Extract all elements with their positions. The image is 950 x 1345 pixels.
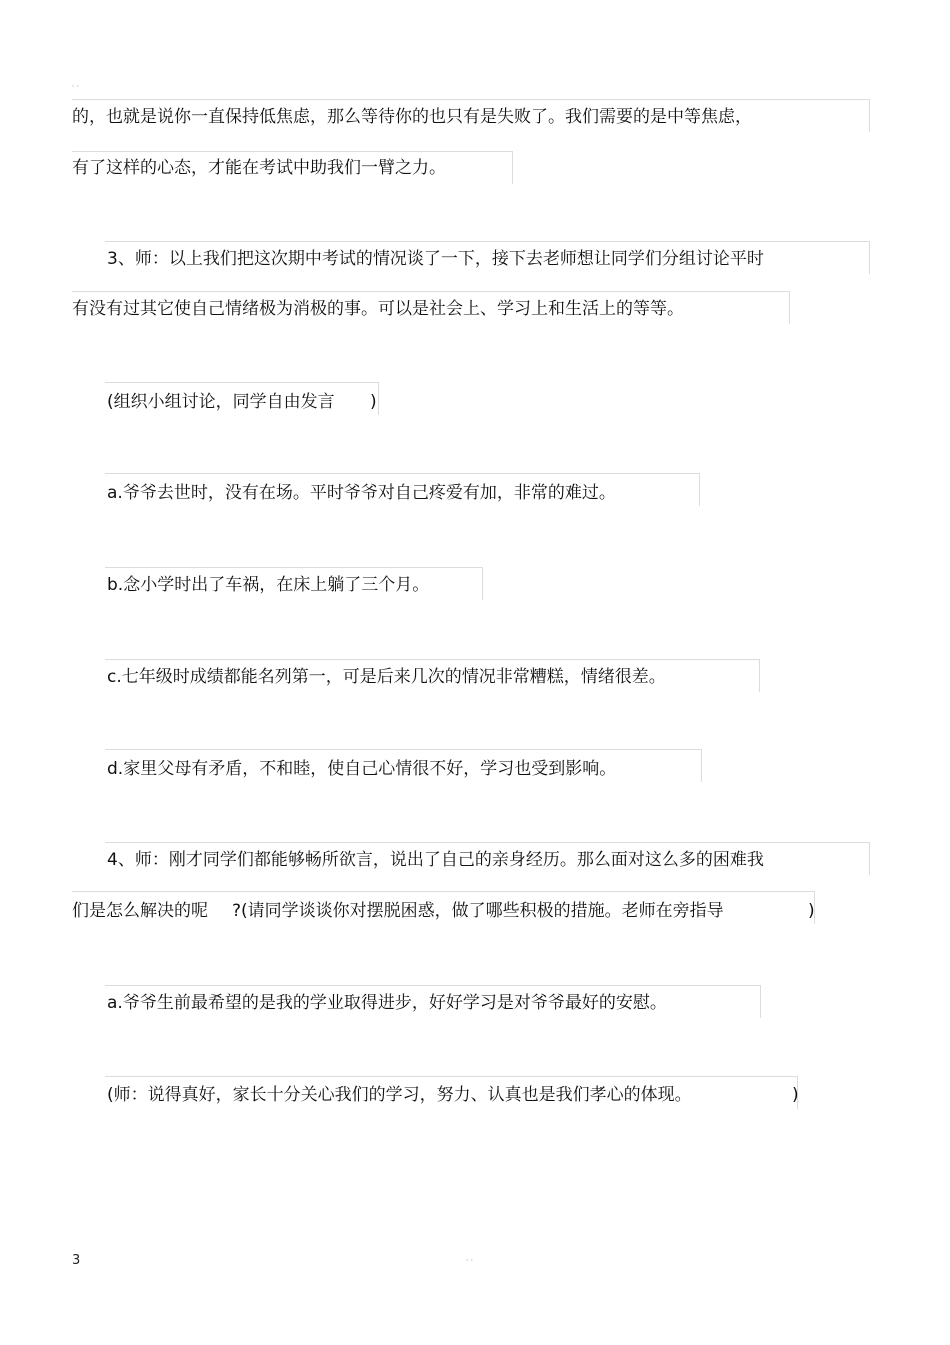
bottom-scan-mark: ' '	[466, 1258, 473, 1267]
closing-paren: )	[370, 392, 377, 412]
text-line: 的，也就是说你一直保持低焦虑，那么等待你的也只有是失败了。我们需要的是中等焦虑，	[72, 107, 752, 127]
text-line: 们是怎么解决的呢	[72, 901, 208, 921]
text-line: 3、师：以上我们把这次期中考试的情况谈了一下，接下去老师想让同学们分组讨论平时	[107, 249, 764, 269]
text-line: 4、师：刚才同学们都能够畅所欲言，说出了自己的亲身经历。那么面对这么多的困难我	[107, 850, 764, 870]
text-line: (组织小组讨论，同学自由发言	[107, 392, 335, 412]
top-scan-mark: ' '	[72, 84, 79, 93]
list-item: b.念小学时出了车祸，在床上躺了三个月。	[107, 575, 430, 595]
list-item: d.家里父母有矛盾，不和睦，使自己心情很不好，学习也受到影响。	[107, 759, 617, 779]
list-item: a.爷爷去世时，没有在场。平时爷爷对自己疼爱有加，非常的难过。	[107, 483, 616, 503]
list-item: a.爷爷生前最希望的是我的学业取得进步，好好学习是对爷爷最好的安慰。	[107, 993, 667, 1013]
text-line: 有没有过其它使自己情绪极为消极的事。可以是社会上、学习上和生活上的等等。	[72, 299, 684, 319]
closing-paren: )	[792, 1085, 799, 1105]
list-item: c.七年级时成绩都能名列第一，可是后来几次的情况非常糟糕，情绪很差。	[107, 667, 666, 687]
text-line: ?(请同学谈谈你对摆脱困惑，做了哪些积极的措施。老师在旁指导	[232, 901, 724, 921]
text-line: 有了这样的心态，才能在考试中助我们一臂之力。	[72, 158, 446, 178]
closing-paren: )	[808, 901, 815, 921]
page-number: 3	[72, 1253, 81, 1268]
text-line: (师：说得真好，家长十分关心我们的学习，努力、认真也是我们孝心的体现。	[107, 1085, 692, 1105]
